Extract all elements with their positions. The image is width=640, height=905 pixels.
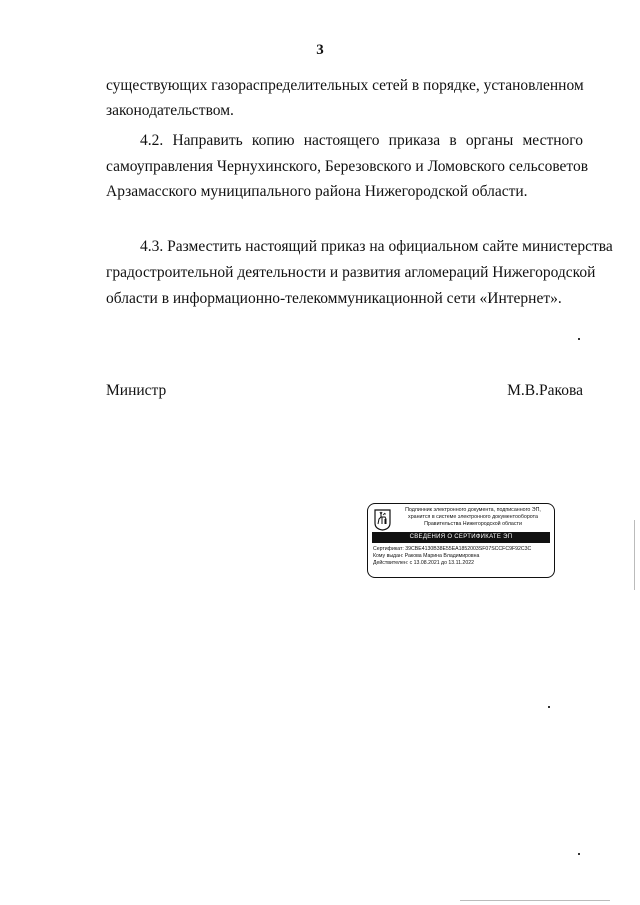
signatory-title: Министр bbox=[106, 382, 167, 399]
nizhny-novgorod-deer-emblem-icon bbox=[374, 509, 391, 531]
text-line: градостроительной деятельности и развития агломераций Нижегородской bbox=[106, 264, 596, 281]
text-line: законодательством. bbox=[106, 102, 234, 119]
text-line: Арзамасского муниципального района Нижегородской области. bbox=[106, 183, 528, 200]
certificate-validity: Действителен: с 13.08.2021 до 13.11.2022 bbox=[373, 560, 474, 566]
page-number: 3 bbox=[316, 42, 324, 58]
text-line: области в информационно-телекоммуникационной сети «Интернет». bbox=[106, 290, 562, 307]
scan-speck bbox=[578, 338, 580, 340]
stamp-header bbox=[394, 507, 552, 528]
stamp-certificate-details bbox=[373, 546, 551, 567]
scan-speck bbox=[548, 706, 550, 708]
stamp-certificate-bar: СВЕДЕНИЯ О СЕРТИФИКАТЕ ЭП bbox=[372, 532, 550, 543]
text-line: самоуправления Чернухинского, Березовского и Ломовского сельсоветов bbox=[106, 158, 589, 175]
text-line: существующих газораспределительных сетей в порядке, установленном bbox=[106, 77, 584, 94]
text-line: 4.3. Разместить настоящий приказ на официальном сайте министерства bbox=[140, 238, 613, 255]
signatory-name: М.В.Ракова bbox=[507, 382, 583, 399]
scan-edge-artifact bbox=[460, 900, 610, 901]
text-line: 4.2. Направить копию настоящего приказа в органы местного bbox=[140, 132, 583, 149]
stamp-header-line: Правительства Нижегородской области bbox=[424, 521, 522, 527]
scan-edge-artifact bbox=[634, 520, 635, 590]
electronic-signature-stamp bbox=[367, 503, 555, 578]
scan-speck bbox=[578, 853, 580, 855]
certificate-number: Сертификат: 39CBE4130B38E55EA1852003SF07SCCFC9F92C3C bbox=[373, 546, 532, 552]
certificate-owner: Кому выдан: Ракова Марина Владимировна bbox=[373, 553, 480, 559]
stamp-header-line: Подлинник электронного документа, подписанного ЭП, bbox=[405, 507, 541, 513]
stamp-header-line: хранится в системе электронного документооборота bbox=[408, 514, 538, 520]
